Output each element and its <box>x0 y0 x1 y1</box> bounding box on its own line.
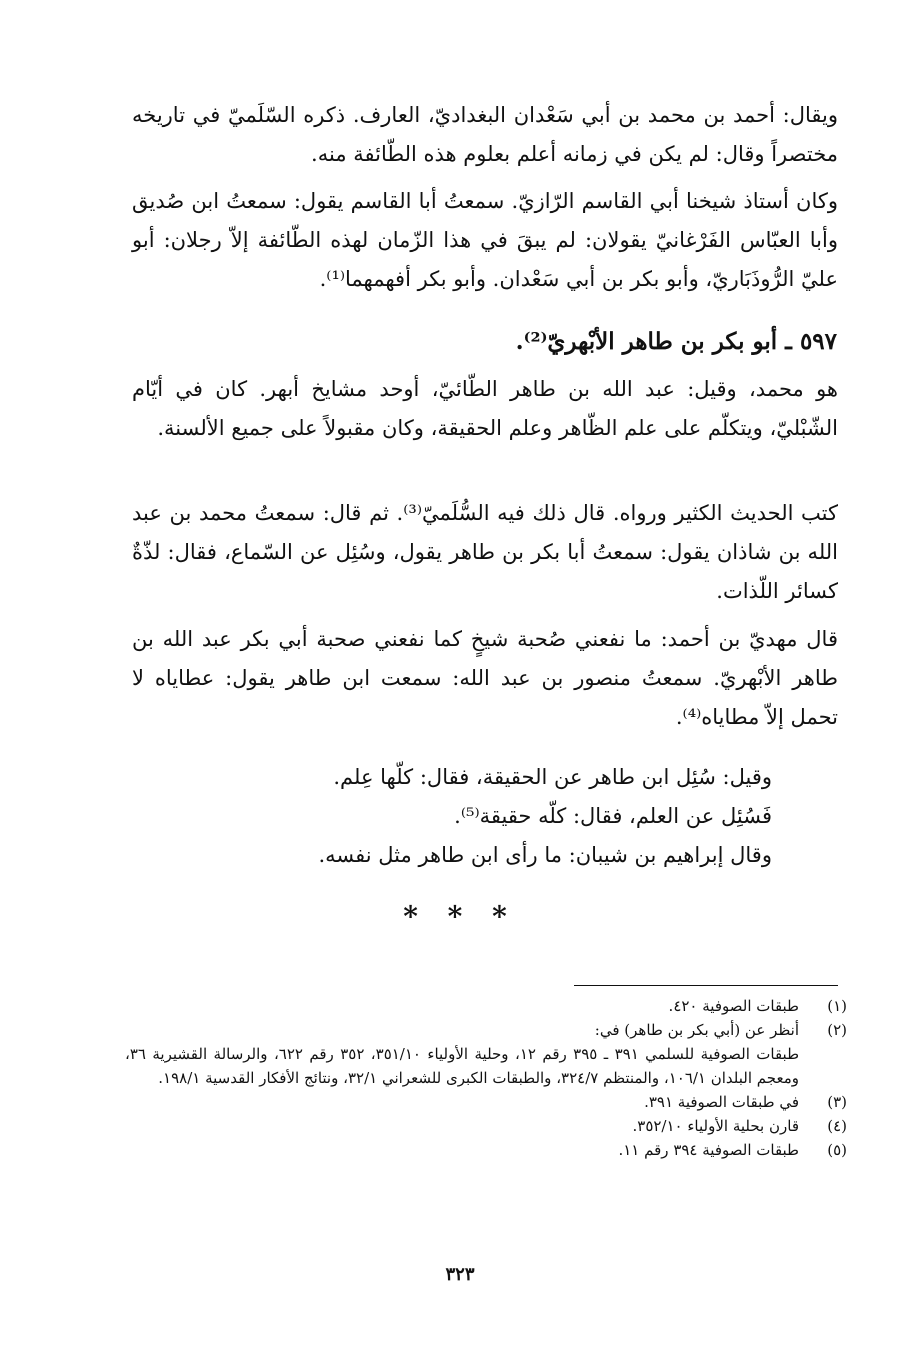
page-number: ٣٢٣ <box>445 1264 475 1285</box>
paragraph-teacher: وكان أستاذ شيخنا أبي القاسم الرّازيّ. سمعتُ أبا القاسم يقول: سمعتُ ابن صُديق وأبا العبّاس الفَرْغانيّ يقولان: لم يبقَ في هذا الزّمان لهذه الطّائفة إلاّ رجلان: أبو عليّ الرُّوذَبَاريّ، وأبو بكر بن أبي سَعْدان. وأبو بكر أفهمهما⁽¹⁾. <box>132 189 838 291</box>
saying-knowledge: فَسُئِل عن العلم، فقال: كلّه حقيقة⁽⁵⁾. <box>454 804 772 828</box>
paragraph-mahdi: قال مهديّ بن أحمد: ما نفعني صُحبة شيخٍ كما نفعني صحبة أبي بكر عبد الله بن طاهر الأبْهريّ. سمعتُ منصور بن عبد الله: سمعت ابن طاهر يقول: عطاياه لا تحمل إلاّ مطاياه⁽⁴⁾. <box>132 627 838 729</box>
footnote-text: طبقات الصوفية ٣٩٤ رقم ١١. <box>618 1141 799 1159</box>
footnote-text: طبقات الصوفية ٤٢٠. <box>668 997 799 1015</box>
footnote-text: قارن بحلية الأولياء ٣٥٢/١٠. <box>632 1117 799 1135</box>
footnote-number: (٣) <box>827 1093 847 1111</box>
footnote-text: في طبقات الصوفية ٣٩١. <box>644 1093 799 1111</box>
footnote-2 <box>125 1018 847 1042</box>
footnote-4 <box>125 1114 847 1138</box>
paragraph-ibn-saadan: ويقال: أحمد بن محمد بن أبي سَعْدان البغداديّ، العارف. ذكره السّلَميّ في تاريخه مختصراً وقال: لم يكن في زمانه أعلم بعلوم هذه الطّائفة منه. <box>132 103 838 166</box>
saying-truth: وقيل: سُئِل ابن طاهر عن الحقيقة، فقال: كلّها عِلم. <box>333 765 772 789</box>
indented-sayings <box>132 758 772 875</box>
footnote-1 <box>125 994 847 1018</box>
footnotes <box>125 994 847 1162</box>
footnote-number: (٢) <box>827 1021 847 1039</box>
footnote-3 <box>125 1090 847 1114</box>
section-separator: * * * <box>403 900 517 933</box>
saying-ibrahim: وقال إبراهيم بن شيبان: ما رأى ابن طاهر مثل نفسه. <box>318 843 772 867</box>
footnote-2-sources: طبقات الصوفية للسلمي ٣٩١ ـ ٣٩٥ رقم ١٢، وحلية الأولياء ٣٥١/١٠، ٣٥٢ رقم ٦٢٢، والرسالة القشيرية ٣٦، ومعجم البلدان ١٠٦/١، والمنتظم ٣٢٤/٧، والطبقات الكبرى للشعراني ٣٢/١، ونتائج الأفكار القدسية ١٩٨/١. <box>125 1045 800 1087</box>
footnote-number: (٥) <box>827 1141 847 1159</box>
paragraph-biography: هو محمد، وقيل: عبد الله بن طاهر الطّائيّ، أوحد مشايخ أبهر. كان في أيّام الشّبْليّ، ويتكلّم على علم الظّاهر وعلم الحقيقة، وكان مقبولاً على جميع الألسنة. <box>132 377 838 440</box>
footnote-5 <box>125 1138 847 1162</box>
footnote-text: أنظر عن (أبي بكر بن طاهر) في: <box>594 1021 799 1039</box>
footnote-rule <box>574 985 838 986</box>
paragraph-hadith: كتب الحديث الكثير ورواه. قال ذلك فيه السُّلَميّ⁽³⁾. ثم قال: سمعتُ محمد بن عبد الله بن شاذان يقول: سمعتُ أبا بكر بن طاهر يقول، وسُئِل عن السّماع، فقال: لذّةٌ كسائر اللّذات. <box>132 501 839 603</box>
footnote-number: (١) <box>827 997 847 1015</box>
footnote-number: (٤) <box>827 1117 847 1135</box>
entry-heading: ٥٩٧ ـ أبو بكر بن طاهر الأبْهريّ⁽²⁾. <box>515 328 837 355</box>
